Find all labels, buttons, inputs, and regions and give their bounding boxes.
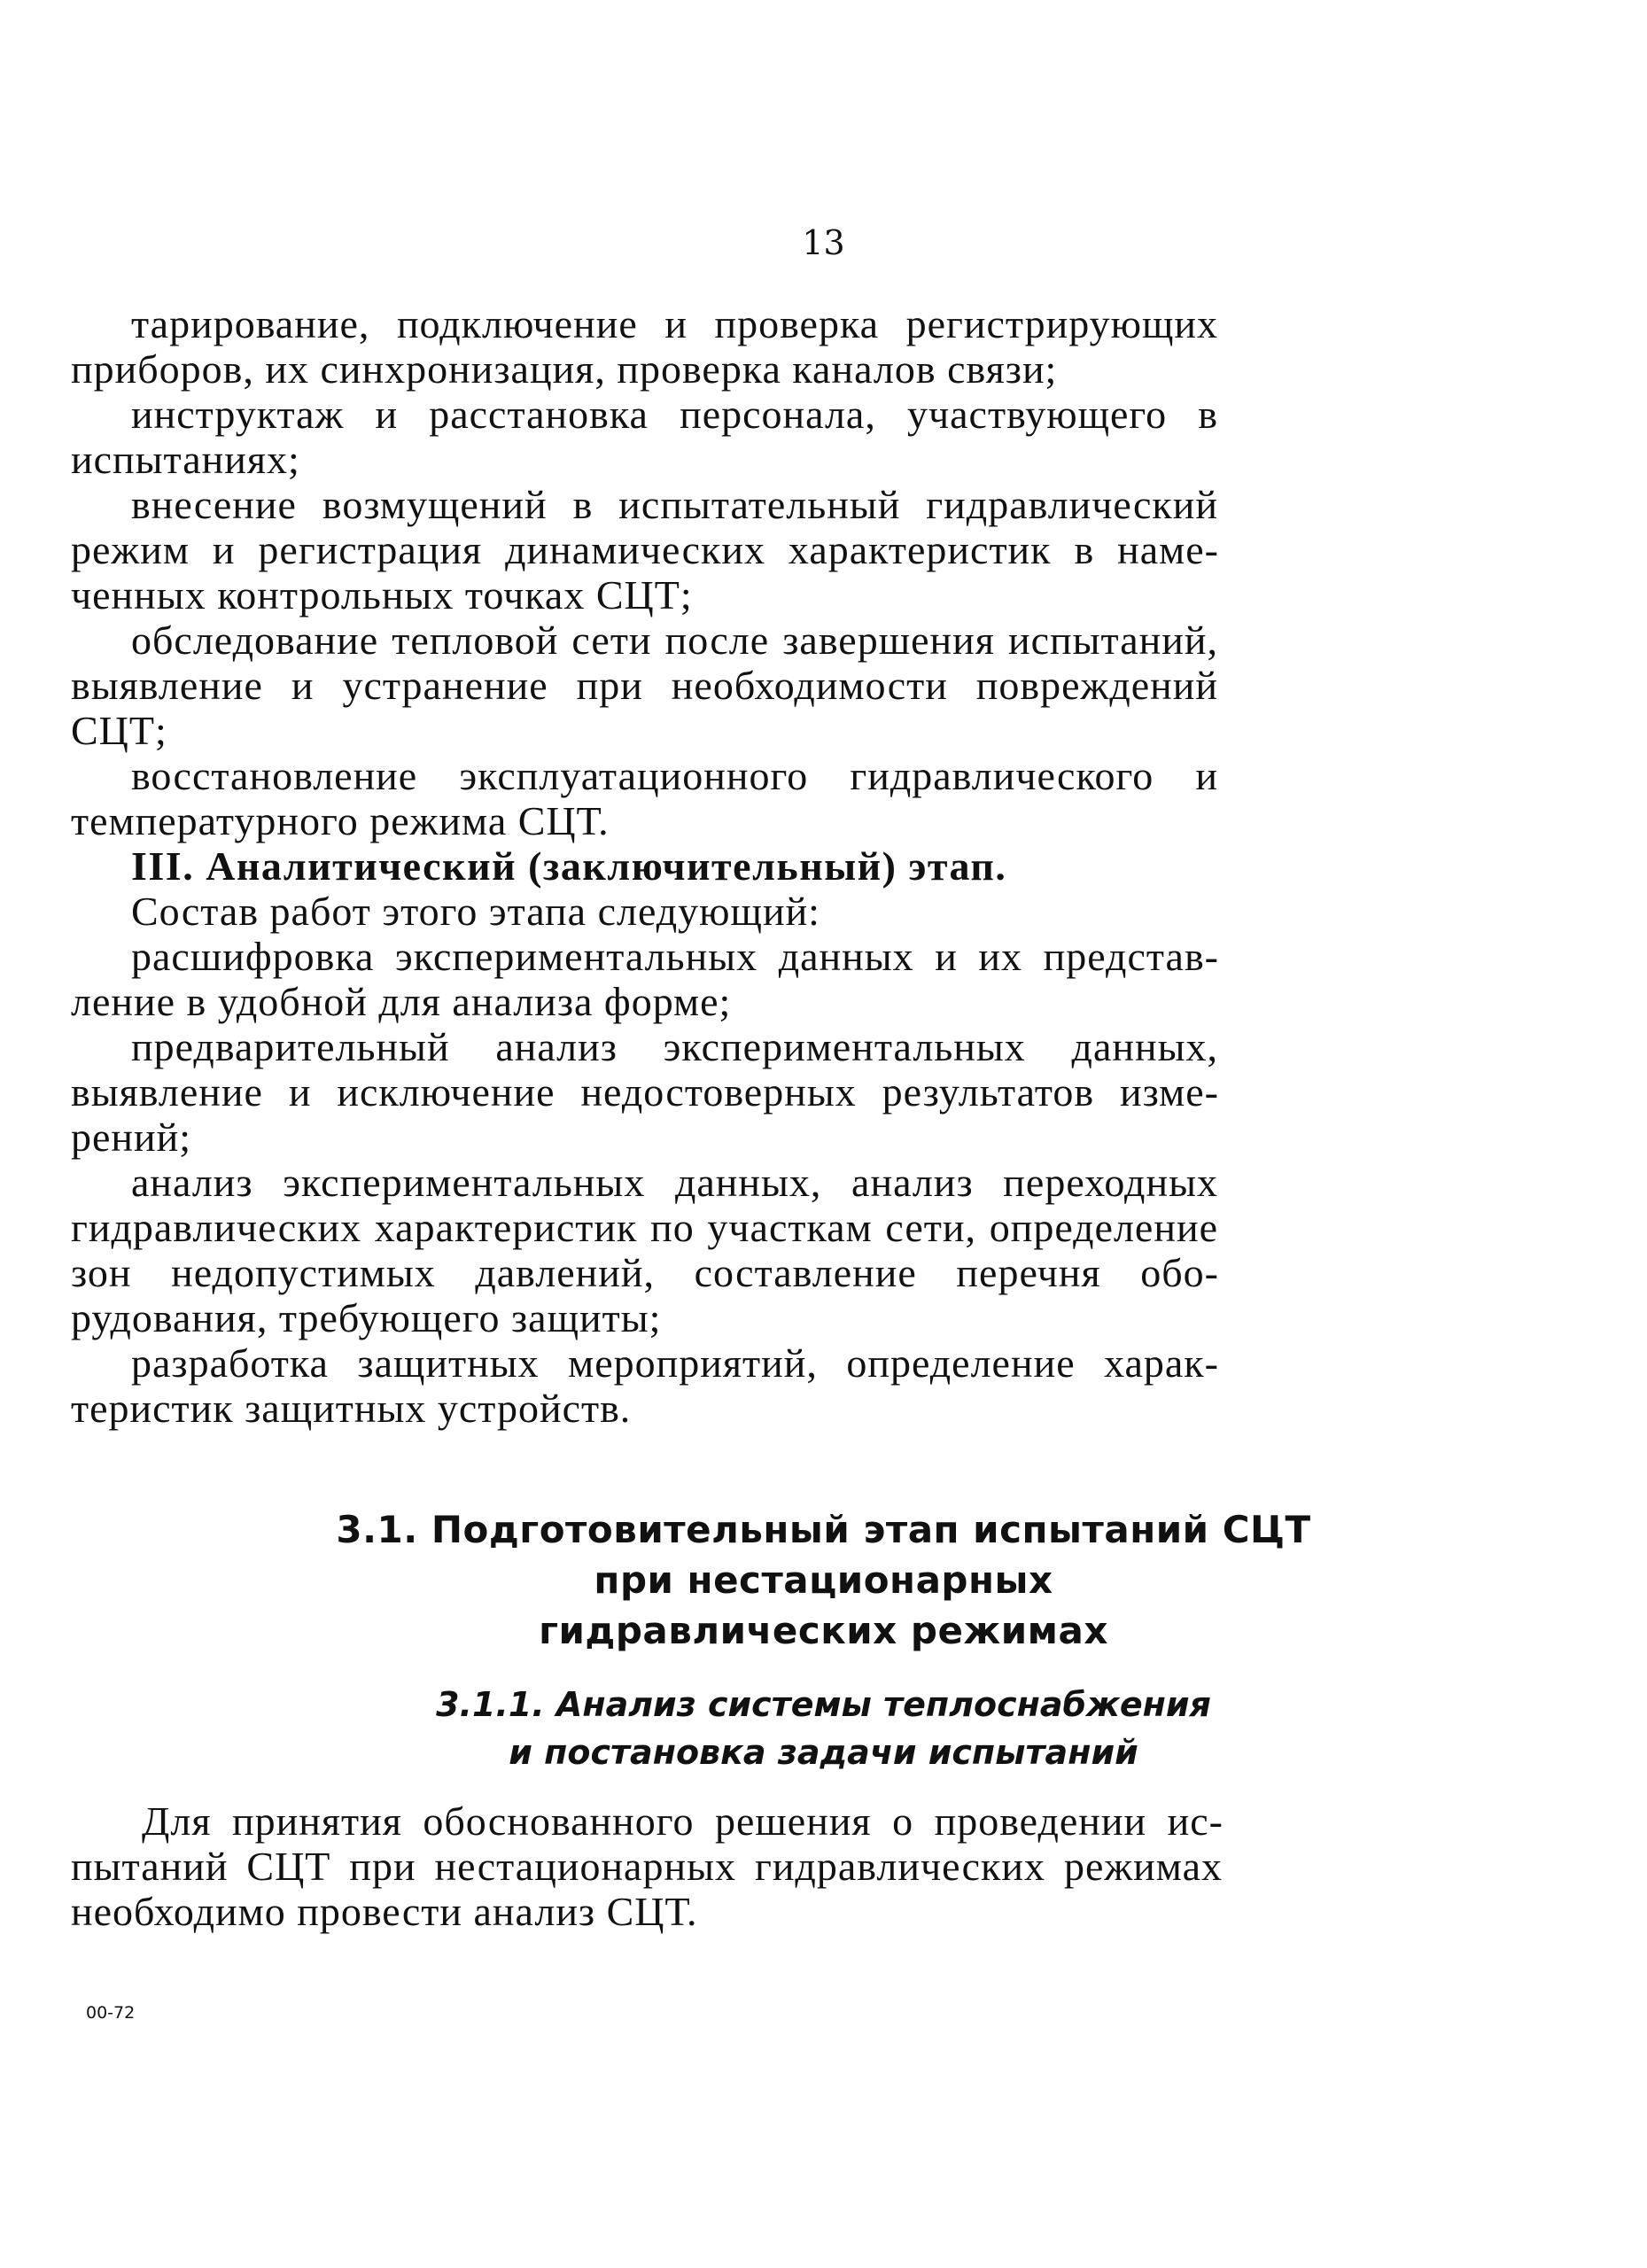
paragraph: внесение возмущений в испытательный гидравлический режим и регистрация динамических характеристик в намеченных контрольных точках СЦТ;: [71, 482, 1218, 617]
section-heading-line: 3.1. Подготовительный этап испытаний СЦТ: [336, 1508, 1311, 1551]
subsection-heading-line: 3.1.1. Анализ системы теплоснабжения: [436, 1685, 1211, 1724]
paragraph: тарирование, подключение и проверка регистрирующих приборов, их синхронизация, проверка каналов связи;: [71, 301, 1218, 392]
page-number: 13: [802, 223, 845, 262]
footer-code: 00-72: [86, 2003, 136, 2023]
paragraph: инструктаж и расстановка персонала, участвующего в испытаниях;: [71, 392, 1218, 482]
section-heading-line: гидравлических режимах: [539, 1609, 1108, 1652]
paragraph: восстановление эксплуатационного гидравлического и температурного режима СЦТ.: [71, 753, 1218, 843]
paragraph: обследование тепловой сети после завершения испытаний, выявление и устранение при необходимости повреждений СЦТ;: [71, 617, 1218, 753]
stage-heading: III. Аналитический (заключительный) этап.: [131, 843, 1007, 889]
paragraph: анализ экспериментальных данных, анализ переходных гидравлических характеристик по участкам сети, определение зон недопустимых давлений, составление перечня оборудования, требующего защиты;: [71, 1160, 1218, 1340]
section-heading: [0, 1504, 1647, 1656]
paragraph: предварительный анализ экспериментальных данных, выявление и исключение недостоверных результатов измерений;: [71, 1024, 1218, 1160]
paragraph: Для принятия обоснованного решения о проведении испытаний СЦТ при нестационарных гидравлических режимах необходимо провести анализ СЦТ.: [71, 1798, 1223, 1934]
subsection-heading-line: и постановка задачи испытаний: [509, 1733, 1138, 1772]
closing-text: [71, 1798, 1223, 1934]
subsection-heading: [0, 1681, 1647, 1776]
paragraph: разработка защитных мероприятий, определение характеристик защитных устройств.: [71, 1340, 1218, 1431]
section-heading-line: при нестационарных: [594, 1558, 1053, 1602]
paragraph: Состав работ этого этапа следующий:: [131, 889, 820, 934]
body-text: [71, 301, 1218, 1431]
paragraph: расшифровка экспериментальных данных и их представление в удобной для анализа форме;: [71, 934, 1218, 1024]
